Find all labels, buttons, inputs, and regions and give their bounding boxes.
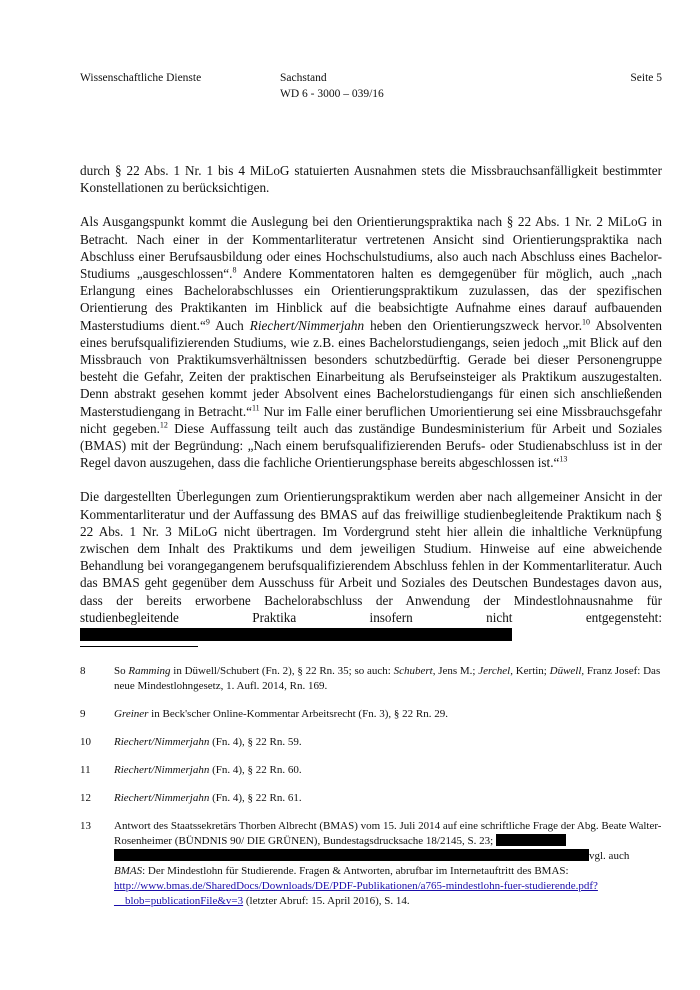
footnote-12 bbox=[80, 791, 662, 806]
footnote-number: 11 bbox=[80, 764, 91, 776]
bmas-pdf-link[interactable]: http://www.bmas.de/SharedDocs/Downloads/DE/PDF-Publikationen/a765-mindestlohn-fuer-studierende.pdf?__blob=publicationFile&v=3 bbox=[114, 880, 598, 907]
page-header bbox=[80, 70, 662, 104]
footnote-number: 9 bbox=[80, 708, 86, 720]
text-run: , Jens M.; bbox=[432, 665, 479, 677]
redacted-block bbox=[80, 628, 512, 641]
footnote-8 bbox=[80, 664, 662, 694]
text-run: (Fn. 4), § 22 Rn. 60. bbox=[209, 764, 302, 776]
text-run: (Fn. 4), § 22 Rn. 61. bbox=[209, 792, 302, 804]
footnote-number: 8 bbox=[80, 665, 86, 677]
author-name: Schubert bbox=[393, 665, 433, 677]
header-document-info bbox=[280, 70, 384, 102]
footnotes bbox=[80, 664, 662, 922]
header-page-number: Seite 5 bbox=[630, 72, 662, 84]
author-name: Jerchel bbox=[478, 665, 511, 677]
text-run: vgl. auch bbox=[589, 850, 630, 862]
paragraph-1: durch § 22 Abs. 1 Nr. 1 bis 4 MiLoG statuierten Ausnahmen stets die Missbrauchsanfälligkeit bestimmter Konstellationen zu berücksichtigen. bbox=[80, 163, 662, 196]
footnote-11 bbox=[80, 763, 662, 778]
text-run: Als Ausgangspunkt kommt die Auslegung bei den Orientierungspraktika nach § 22 Abs. 1 Nr. 2 MiLoG in Betracht. Nach einer in der Kommentarliteratur vertretenen Ansicht sind Orientierungspraktika nach Abschluss einer Berufsausbildung oder eines Hochschulstudiums, also auch nach Abschluss eines Bachelor-Studiums „ausgeschlossen“. bbox=[80, 214, 662, 282]
header-doctype: Sachstand bbox=[280, 72, 327, 84]
footnote-13 bbox=[80, 819, 662, 909]
text-run: Andere Kommentatoren halten es demgegenüber für möglich, auch „nach Erlangung eines Bachelorabschlusses ein Orientierungspraktikum zuzulassen, das der spezifischen Orientierung des Praktikanten im Hinblick auf die beabsichtigte Aufnahme eines darauf aufbauenden Masterstudiums dient.“ bbox=[80, 266, 663, 333]
redacted-block bbox=[114, 849, 589, 861]
footnote-10 bbox=[80, 735, 662, 750]
text-run: in Düwell/Schubert (Fn. 2), § 22 Rn. 35; so auch: bbox=[170, 665, 394, 677]
text-run: So bbox=[114, 665, 129, 677]
text-run: in Beck'scher Online-Kommentar Arbeitsrecht (Fn. 3), § 22 Rn. 29. bbox=[148, 708, 448, 720]
author-name: Düwell bbox=[549, 665, 582, 677]
author-name: Riechert/Nimmerjahn bbox=[114, 736, 210, 748]
main-text bbox=[80, 162, 662, 643]
header-department: Wissenschaftliche Dienste bbox=[80, 72, 202, 84]
text-run: : Der Mindestlohn für Studierende. Fragen & Antworten, abrufbar im Internetauftritt des BMAS: bbox=[142, 865, 569, 877]
author-name: Riechert/Nimmerjahn bbox=[114, 764, 210, 776]
text-run: (letzter Abruf: 15. April 2016), S. 14. bbox=[243, 895, 410, 907]
text-run: (Fn. 4), § 22 Rn. 59. bbox=[209, 736, 302, 748]
footnote-number: 10 bbox=[80, 736, 91, 748]
text-run: Die dargestellten Überlegungen zum Orientierungspraktikum werden aber nach allgemeiner Ansicht in der Kommentarliteratur und der Auffassung des BMAS auf das freiwillige studienbegleitende Praktikum nach § 22 Abs. 1 Nr. 3 MiLoG nicht übertragen. Im Vordergrund steht hier allein die inhaltliche Verknüpfung zwischen dem Inhalt des Praktikums und dem jeweiligen Studium. Hinweise auf eine abweichende Behandlung bei vorangegangenem berufsqualifizierendem Abschluss fehlen in der Kommentarliteratur. Auch das BMAS geht gegenüber dem Ausschuss für Arbeit und Soziales des Deutschen Bundestages davon aus, dass der bereits erworbene Bachelorabschluss der Anwendung der Mindestlohnausnahme für studienbegleitende Praktika insofern nicht entgegensteht: bbox=[80, 489, 662, 625]
redacted-block bbox=[496, 834, 566, 846]
paragraph-3 bbox=[80, 488, 662, 643]
footnote-ref-12[interactable]: 12 bbox=[159, 420, 168, 430]
paragraph-2 bbox=[80, 213, 662, 471]
author-name: Ramming bbox=[128, 665, 171, 677]
text-run: , Kertin; bbox=[510, 665, 550, 677]
footnote-separator bbox=[80, 646, 198, 647]
header-reference: WD 6 - 3000 – 039/16 bbox=[280, 88, 384, 100]
text-run: Absolventen eines berufsqualifizierenden Studiums, wie z.B. eines Bachelorstudiengangs, seien jedoch „mit Blick auf den Missbrauch von Praktikumsverhältnissen besonders schutzbedürftig. Gerade bei dieser Personengruppe besteht die Gefahr, Zeiten der praktischen Einarbeitung als Berufseinsteiger als Praktikum auszugestalten. Denn abstrakt gesehen kommt jeder Absolvent eines Bachelorstudiengangs für einen sich anschließenden Masterstudiengang in Betracht.“ bbox=[80, 317, 662, 419]
author-name: Riechert/Nimmerjahn bbox=[114, 792, 210, 804]
footnote-ref-11[interactable]: 11 bbox=[251, 403, 260, 413]
author-names: Riechert/Nimmerjahn bbox=[249, 317, 365, 333]
text-run: , Franz Josef: Das neue Mindestlohngesetz, 1. Aufl. 2014, Rn. 169. bbox=[114, 665, 661, 692]
text-run: Antwort des Staatssekretärs Thorben Albrecht (BMAS) vom 15. Juli 2014 auf eine schriftliche Frage der Abg. Beate Walter-Rosenheimer (BÜNDNIS 90/ DIE GRÜNEN), Bundestagsdrucksache 18/2145, S. 23; bbox=[114, 820, 662, 847]
text-run: Nur im Falle einer beruflichen Umorientierung sei eine Missbrauchsgefahr nicht gegeben. bbox=[80, 403, 662, 436]
author-name: Greiner bbox=[114, 708, 149, 720]
footnote-number: 13 bbox=[80, 820, 91, 832]
footnote-9 bbox=[80, 707, 662, 722]
text-run: Auch bbox=[209, 317, 250, 333]
footnote-ref-8[interactable]: 8 bbox=[232, 265, 237, 275]
footnote-number: 12 bbox=[80, 792, 91, 804]
footnote-ref-9[interactable]: 9 bbox=[205, 317, 210, 327]
footnote-ref-13[interactable]: 13 bbox=[559, 454, 568, 464]
text-run: Diese Auffassung teilt auch das zuständige Bundesministerium für Arbeit und Soziales (BMAS) mit der Begründung: „Nach einem berufsqualifizierenden Berufs- oder Studienabschluss ist in der Regel davon auszugehen, dass die fachliche Orientierungsphase bereits abgeschlossen ist.“ bbox=[80, 420, 662, 471]
author-name: BMAS bbox=[114, 865, 143, 877]
text-run: heben den Orientierungszweck hervor. bbox=[364, 317, 582, 333]
footnote-ref-10[interactable]: 10 bbox=[582, 317, 590, 327]
